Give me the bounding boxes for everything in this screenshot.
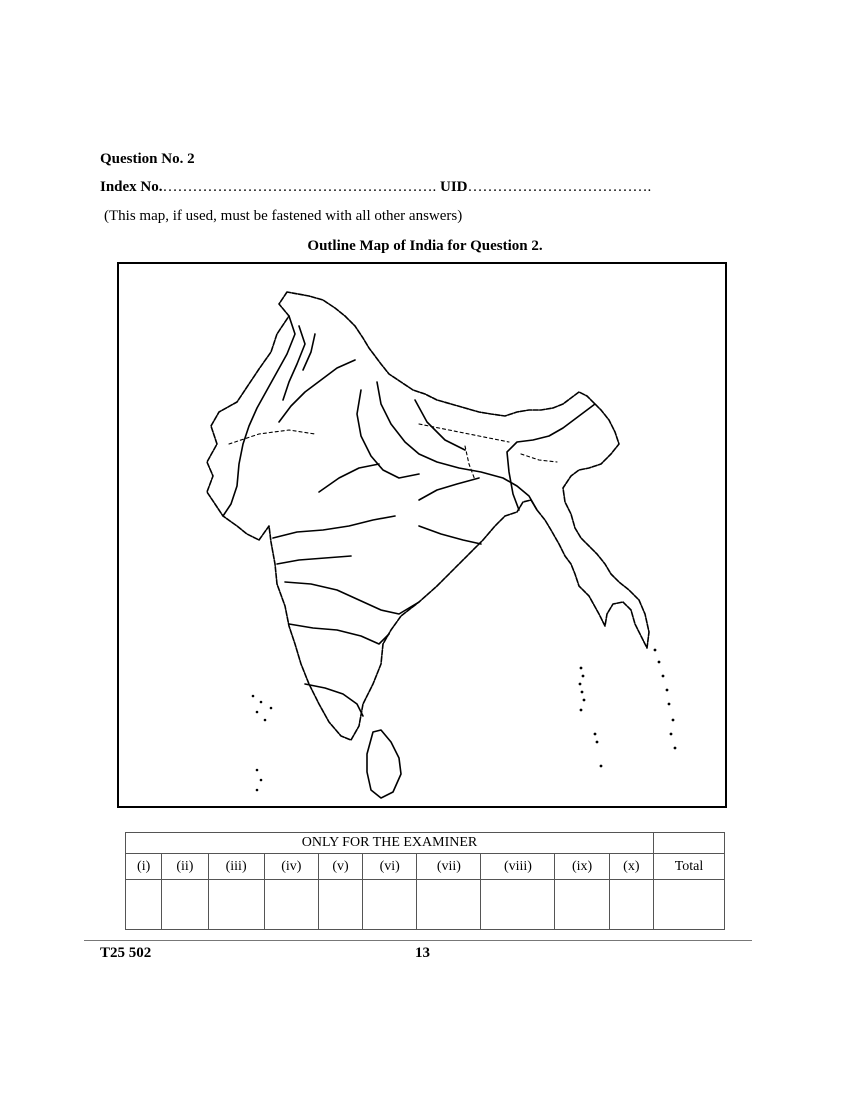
mark-cell bbox=[264, 880, 318, 930]
mark-cell bbox=[363, 880, 417, 930]
uid-fill-dots: ………………………………. bbox=[467, 179, 652, 195]
column-header: (iv) bbox=[264, 854, 318, 880]
map-title: Outline Map of India for Question 2. bbox=[307, 238, 543, 254]
state-boundary bbox=[229, 430, 315, 444]
river-mahanadi bbox=[419, 526, 481, 544]
examiner-table bbox=[125, 832, 725, 930]
islands-andaman-nicobar bbox=[579, 649, 677, 768]
examiner-header-blank bbox=[654, 833, 725, 854]
footer-divider bbox=[84, 940, 752, 941]
question-number: Question No. 2 bbox=[100, 151, 195, 167]
state-boundary bbox=[465, 446, 475, 480]
river-sutlej bbox=[279, 360, 355, 422]
river-godavari bbox=[285, 582, 419, 614]
total-cell bbox=[654, 880, 725, 930]
islands-lakshadweep bbox=[252, 695, 273, 792]
sri-lanka-outline bbox=[367, 730, 401, 798]
river-ghaghara bbox=[415, 400, 465, 450]
column-header: (ii) bbox=[162, 854, 208, 880]
india-outline-map bbox=[119, 264, 725, 806]
column-header: (i) bbox=[126, 854, 162, 880]
paper-code: T25 502 bbox=[100, 945, 152, 961]
index-label: Index No. bbox=[100, 179, 163, 195]
river-narmada bbox=[273, 516, 395, 538]
column-header: (iii) bbox=[208, 854, 264, 880]
state-boundary bbox=[521, 454, 557, 462]
india-border-outline bbox=[207, 292, 649, 740]
page-number: 13 bbox=[415, 945, 430, 961]
mark-cell bbox=[481, 880, 555, 930]
total-header: Total bbox=[654, 854, 725, 880]
river-tapi bbox=[277, 556, 351, 564]
mark-cell bbox=[162, 880, 208, 930]
river-chambal bbox=[319, 464, 379, 492]
column-header: (vii) bbox=[417, 854, 481, 880]
mark-cell bbox=[208, 880, 264, 930]
mark-cell bbox=[555, 880, 609, 930]
index-uid-line bbox=[100, 179, 651, 196]
mark-cell bbox=[318, 880, 362, 930]
uid-label: UID bbox=[440, 179, 468, 195]
river-yamuna bbox=[357, 390, 419, 478]
outline-map-frame bbox=[117, 262, 727, 808]
examiner-header: ONLY FOR THE EXAMINER bbox=[126, 833, 654, 854]
index-fill-dots: ………………………………………………. bbox=[162, 179, 437, 195]
column-header: (v) bbox=[318, 854, 362, 880]
column-header: (x) bbox=[609, 854, 653, 880]
state-boundary bbox=[419, 424, 509, 442]
river-brahmaputra bbox=[507, 404, 595, 510]
column-header: (ix) bbox=[555, 854, 609, 880]
river-ravi bbox=[303, 334, 315, 370]
column-header: (viii) bbox=[481, 854, 555, 880]
fastening-note: (This map, if used, must be fastened with all other answers) bbox=[104, 208, 463, 224]
river-kaveri bbox=[305, 684, 363, 716]
mark-cell bbox=[609, 880, 653, 930]
river-krishna bbox=[289, 624, 389, 644]
river-son bbox=[419, 478, 479, 500]
mark-cell bbox=[417, 880, 481, 930]
column-header: (vi) bbox=[363, 854, 417, 880]
mark-cell bbox=[126, 880, 162, 930]
